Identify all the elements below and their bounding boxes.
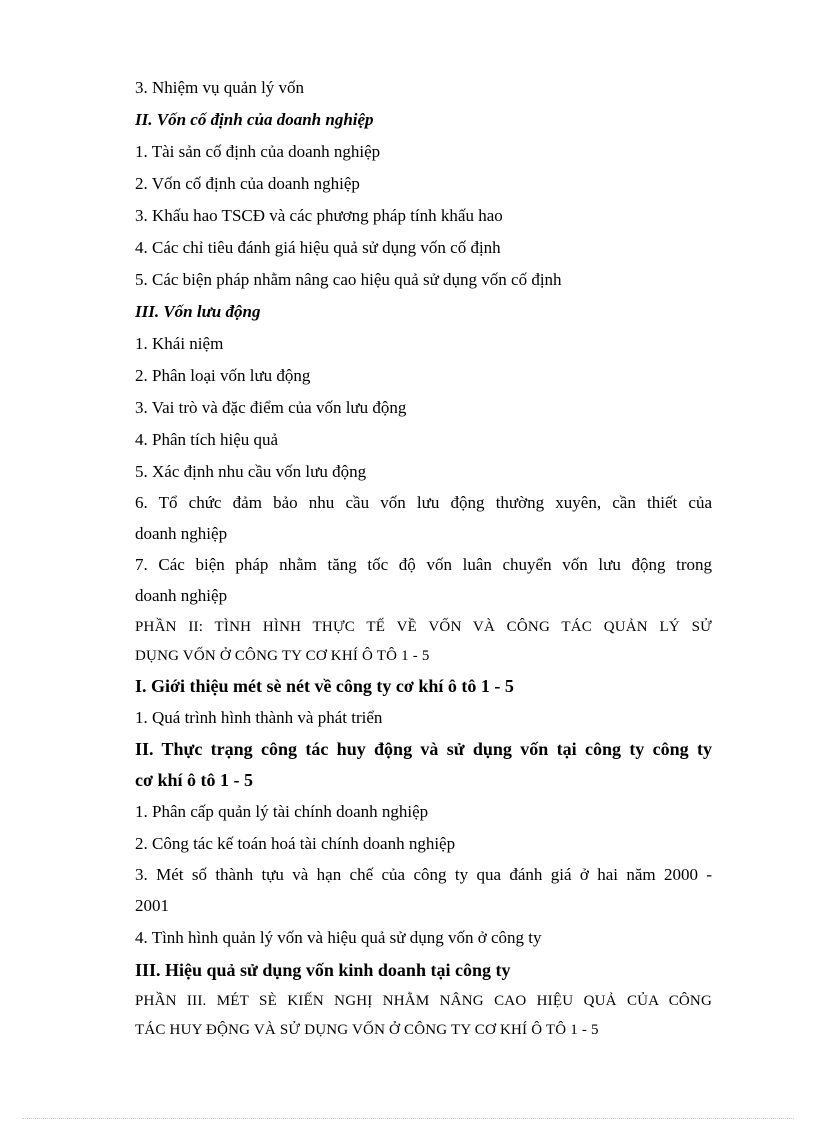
toc-item: 2. Phân loại vốn lưu động [135,366,311,385]
toc-item-continued: doanh nghiệp [135,586,228,605]
toc-item-continued: 2001 [135,896,169,915]
toc-item: 5. Xác định nhu cầu vốn lưu động [135,462,367,481]
toc-item-continued: doanh nghiệp [135,524,228,543]
section-heading: II. Vốn cố định của doanh nghiệp [135,110,374,129]
section-heading-continued: cơ khí ô tô 1 - 5 [135,770,253,790]
toc-item: 1. Quá trình hình thành và phát triển [135,708,383,727]
toc-item: 4. Phân tích hiệu quả [135,430,279,449]
part-heading: PHẦN II: TÌNH HÌNH THỰC TẾ VỀ VỐN VÀ CÔNG TÁC QUẢN LÝ SỬ [135,619,712,635]
part-heading-continued: TÁC HUY ĐỘNG VÀ SỬ DỤNG VỐN Ở CÔNG TY CƠ KHÍ Ô TÔ 1 - 5 [135,1022,599,1038]
part-heading: PHẦN III. MÉT SÈ KIẾN NGHỊ NHẰM NÂNG CAO HIỆU QUẢ CỦA CÔNG [135,993,712,1009]
part-heading-continued: DỤNG VỐN Ở CÔNG TY CƠ KHÍ Ô TÔ 1 - 5 [135,648,430,664]
toc-item: 4. Tình hình quản lý vốn và hiệu quả sử dụng vốn ở công ty [135,928,542,947]
toc-item: 3. Khấu hao TSCĐ và các phương pháp tính khấu hao [135,206,503,225]
toc-item: 3. Mét số thành tựu và hạn chế của công ty qua đánh giá ở hai năm 2000 - [135,865,712,884]
toc-item: 3. Nhiệm vụ quản lý vốn [135,78,305,97]
section-heading: III. Vốn lưu động [135,302,261,321]
section-heading: I. Giới thiệu mét sè nét về công ty cơ khí ô tô 1 - 5 [135,676,514,696]
section-heading: III. Hiệu quả sử dụng vốn kinh doanh tại công ty [135,960,511,980]
toc-item: 1. Khái niệm [135,334,224,353]
toc-item: 3. Vai trò và đặc điểm của vốn lưu động [135,398,407,417]
toc-item: 1. Tài sản cố định của doanh nghiệp [135,142,381,161]
toc-item: 4. Các chỉ tiêu đánh giá hiệu quả sử dụng vốn cố định [135,238,501,257]
toc-item: 6. Tổ chức đảm bảo nhu cầu vốn lưu động thường xuyên, cần thiết của [135,493,712,512]
toc-item: 2. Vốn cố định của doanh nghiệp [135,174,360,193]
toc-item: 5. Các biện pháp nhằm nâng cao hiệu quả sử dụng vốn cố định [135,270,562,289]
toc-item: 2. Công tác kế toán hoá tài chính doanh nghiệp [135,834,456,853]
table-of-contents [135,72,712,1044]
section-heading: II. Thực trạng công tác huy động và sử dụng vốn tại công ty công ty [135,739,712,759]
toc-item: 1. Phân cấp quản lý tài chính doanh nghiệp [135,802,429,821]
page-bottom-divider [22,1118,794,1119]
toc-item: 7. Các biện pháp nhằm tăng tốc độ vốn luân chuyển vốn lưu động trong [135,555,712,574]
